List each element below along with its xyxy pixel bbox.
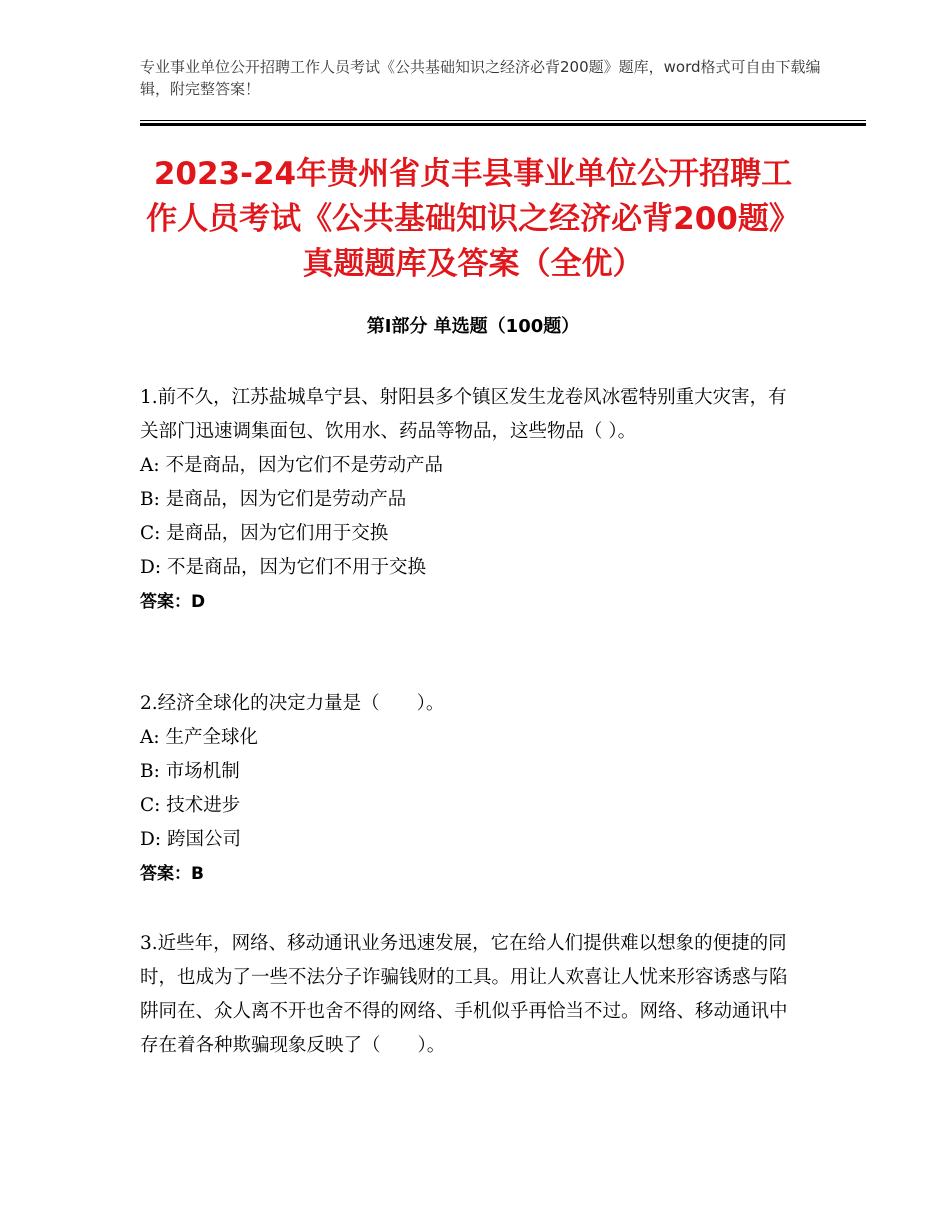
option-b: B: 市场机制 (140, 761, 240, 782)
question-1 (140, 381, 800, 619)
option-d: D: 不是商品，因为它们不用于交换 (140, 557, 426, 578)
document-title: 2023-24年贵州省贞丰县事业单位公开招聘工作人员考试《公共基础知识之经济必背200题》真题题库及答案（全优） (146, 156, 800, 282)
option-c: C: 是商品，因为它们用于交换 (140, 523, 389, 544)
option-d: D: 跨国公司 (140, 829, 241, 850)
section-title: 第Ⅰ部分 单选题（100题） (366, 316, 580, 337)
question-stem: 3.近些年，网络、移动通讯业务迅速发展，它在给人们提供难以想象的便捷的同时，也成为了一些不法分子诈骗钱财的工具。用让人欢喜让人忧来形容诱惑与陷阱同在、众人离不开也舍不得的网络、手机似乎再恰当不过。网络、移动通讯中存在着各种欺骗现象反映了（ ）。 (140, 933, 788, 1056)
answer: 答案：D (140, 592, 206, 612)
option-a: A: 生产全球化 (140, 727, 258, 748)
question-stem: 2.经济全球化的决定力量是（ ）。 (140, 693, 445, 714)
header-note: 专业事业单位公开招聘工作人员考试《公共基础知识之经济必背200题》题库，word格式可自由下载编辑，附完整答案！ (140, 58, 821, 98)
answer: 答案：B (140, 864, 204, 884)
question-3 (140, 927, 800, 1063)
header-divider-thick (140, 123, 866, 126)
question-2 (140, 687, 800, 891)
option-a: A: 不是商品，因为它们不是劳动产品 (140, 455, 443, 476)
header-divider-thin (140, 120, 866, 121)
option-c: C: 技术进步 (140, 795, 241, 816)
question-stem: 1.前不久，江苏盐城阜宁县、射阳县多个镇区发生龙卷风冰雹特别重大灾害，有关部门迅速调集面包、饮用水、药品等物品，这些物品（ ）。 (140, 387, 787, 442)
option-b: B: 是商品，因为它们是劳动产品 (140, 489, 407, 510)
